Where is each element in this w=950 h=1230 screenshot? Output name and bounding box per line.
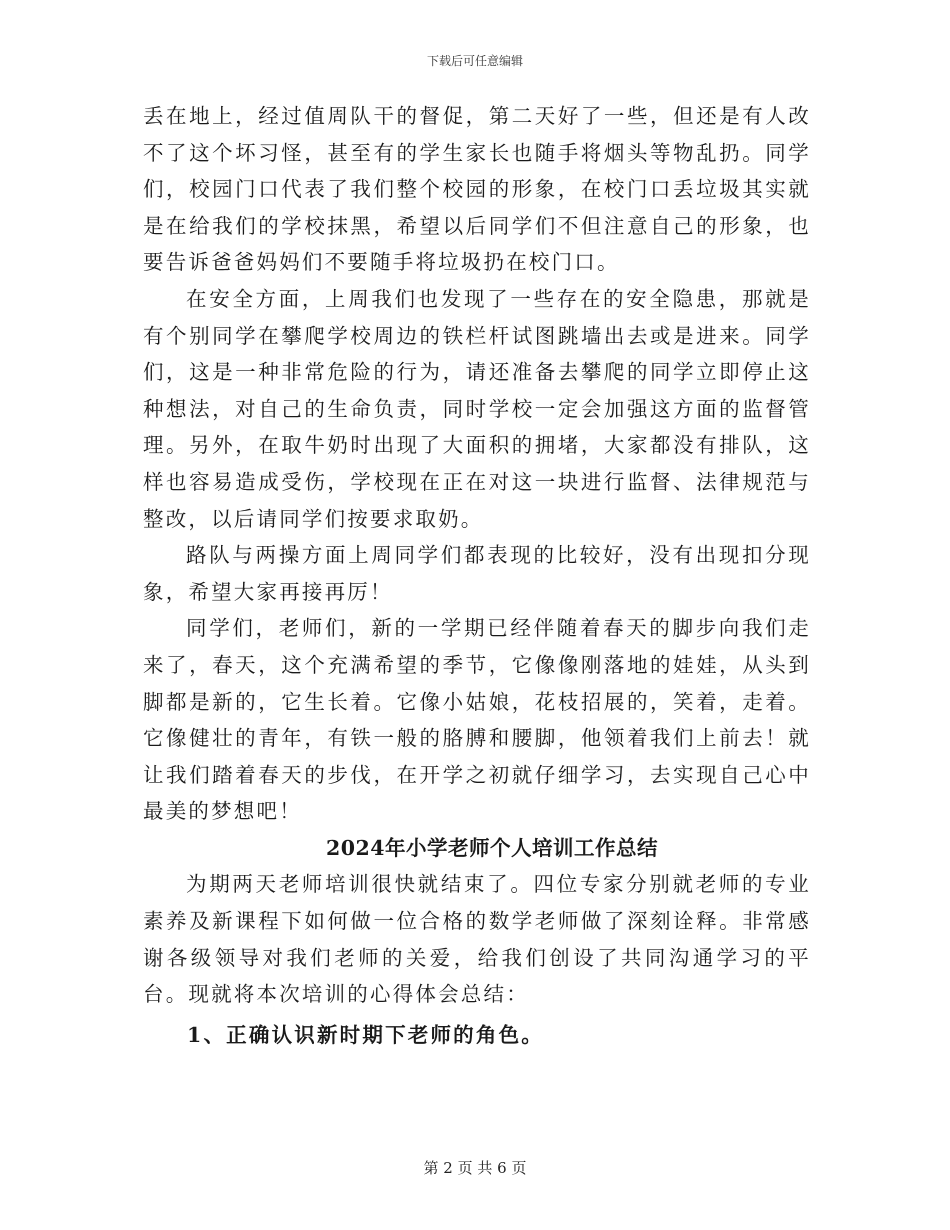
paragraph-safety: 在安全方面，上周我们也发现了一些存在的安全隐患，那就是有个别同学在攀爬学校周边的铁栏杆试图跳墙出去或是进来。同学们，这是一种非常危险的行为，请还准备去攀爬的同学立即停止这种想法，对自己的生命负责，同时学校一定会加强这方面的监督管理。另外，在取牛奶时出现了大面积的拥堵，大家都没有排队，这样也容易造成受伤，学校现在正在对这一块进行监督、法律规范与整改，以后请同学们按要求取奶。 xyxy=(143,286,811,531)
page-header: 下载后可任意编辑 xyxy=(426,54,523,68)
paragraph-continued: 丢在地上，经过值周队干的督促，第二天好了一些，但还是有人改不了这个坏习怪，甚至有的学生家长也随手将烟头等物乱扔。同学们，校园门口代表了我们整个校园的形象，在校门口丢垃圾其实就是在给我们的学校抹黑，希望以后同学们不但注意自己的形象，也要告诉爸爸妈妈们不要随手将垃圾扔在校门口。 xyxy=(143,104,811,275)
page-number: 第 2 页 共 6 页 xyxy=(423,1159,527,1177)
paragraph-spring: 同学们，老师们，新的一学期已经伴随着春天的脚步向我们走来了，春天，这个充满希望的季节，它像像刚落地的娃娃，从头到脚都是新的，它生长着。它像小姑娘，花枝招展的，笑着，走着。它像健壮的青年，有铁一般的胳膊和腰脚，他领着我们上前去！就让我们踏着春天的步伐，在开学之初就仔细学习，去实现自己心中最美的梦想吧！ xyxy=(143,616,811,824)
paragraph-training-intro: 为期两天老师培训很快就结束了。四位专家分别就老师的专业素养及新课程下如何做一位合格的数学老师做了深刻诠释。非常感谢各级领导对我们老师的关爱，给我们创设了共同沟通学习的平台。现就将本次培训的心得体会总结： xyxy=(143,872,811,1007)
document-body xyxy=(143,98,811,1055)
sub-heading: 1、正确认识新时期下老师的角色。 xyxy=(187,1022,544,1047)
paragraph-exercises: 路队与两操方面上周同学们都表现的比较好，没有出现扣分现象，希望大家再接再厉！ xyxy=(143,543,811,604)
section-title: 2024年小学老师个人培训工作总结 xyxy=(325,835,659,860)
